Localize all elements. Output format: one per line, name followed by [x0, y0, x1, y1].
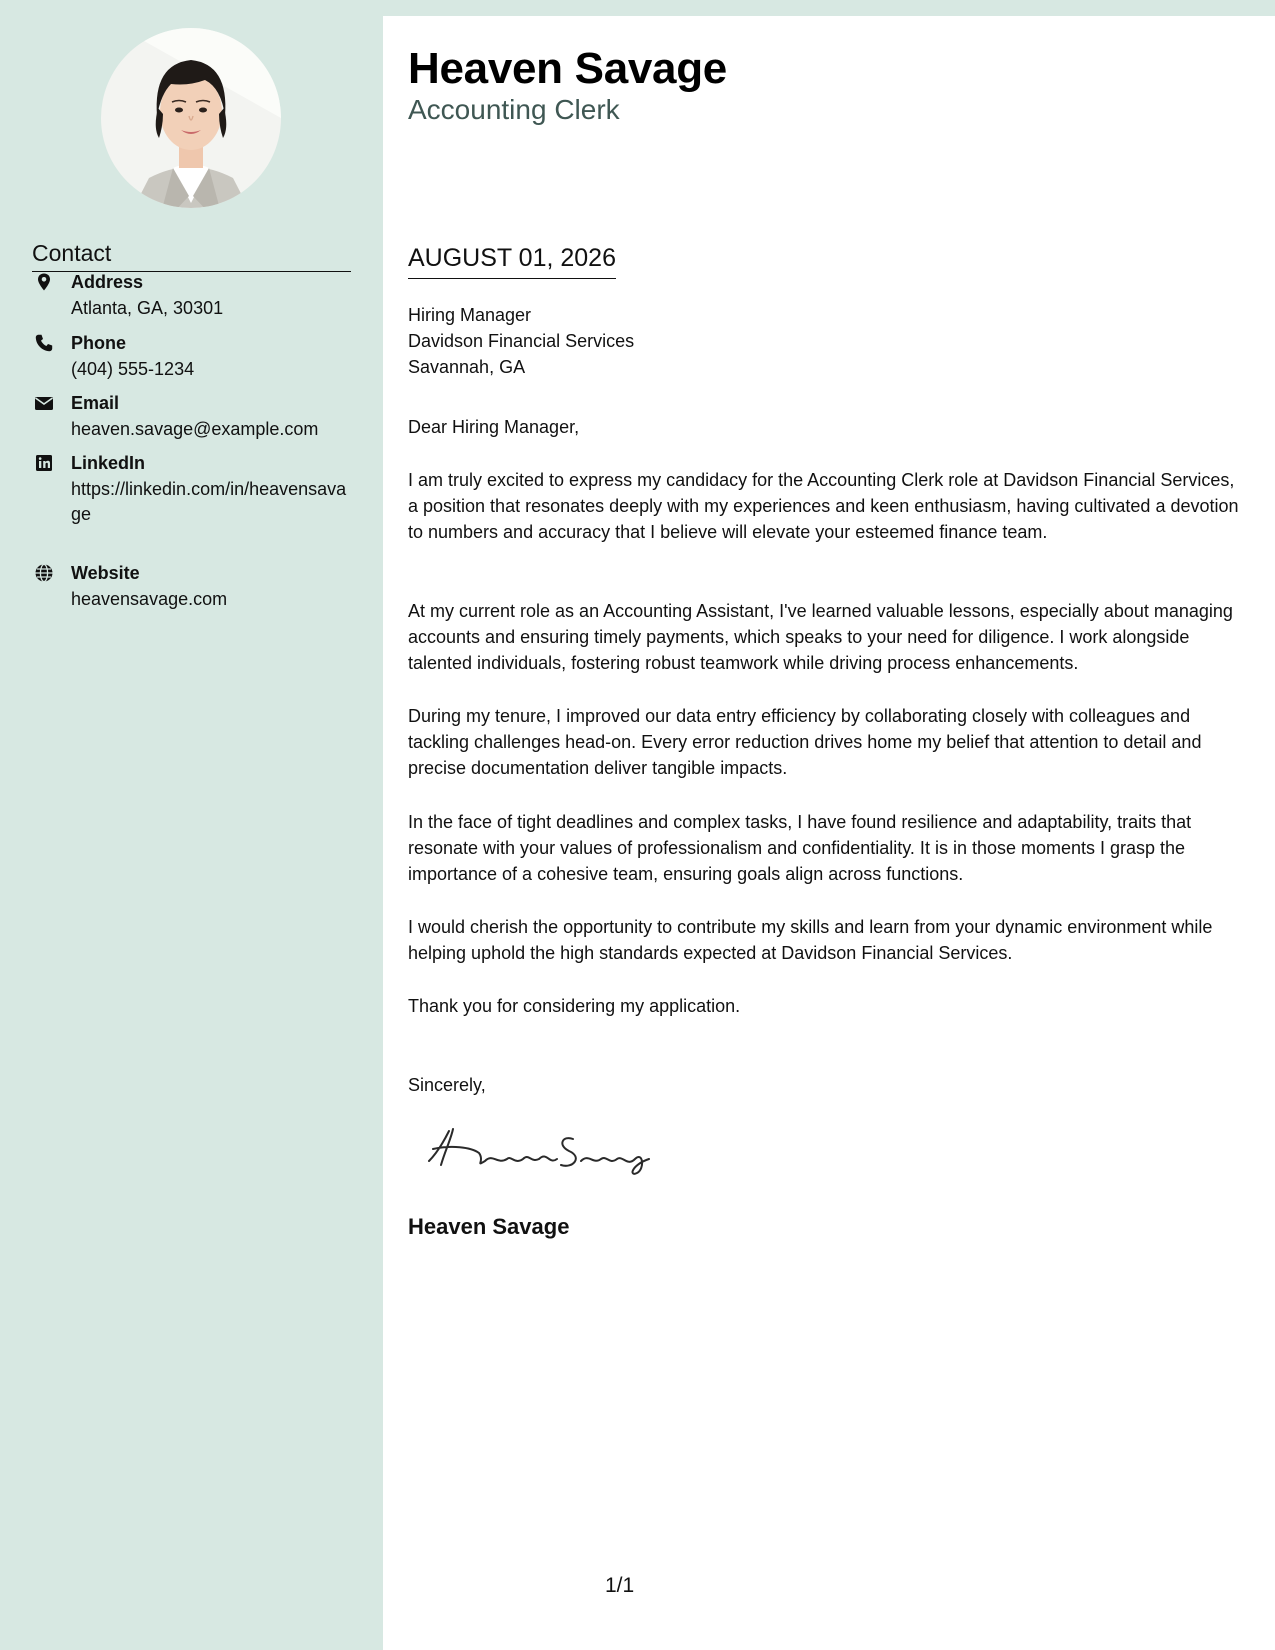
contact-label: LinkedIn: [71, 453, 146, 473]
page-number: 1/1: [605, 1574, 635, 1597]
phone-icon: [34, 333, 54, 353]
envelope-icon: [34, 393, 54, 413]
contact-value[interactable]: heavensavage.com: [71, 589, 228, 609]
contact-value: heaven.savage@example.com: [71, 419, 319, 439]
map-pin-icon: [34, 272, 54, 292]
handwritten-signature: [423, 1121, 663, 1186]
recipient-line: Savannah, GA: [408, 357, 526, 377]
sidebar: [0, 0, 383, 1650]
signer-name: Heaven Savage: [408, 1214, 570, 1239]
salutation: Dear Hiring Manager,: [408, 417, 580, 437]
globe-icon: [34, 563, 54, 583]
contact-label: Phone: [71, 333, 127, 353]
linkedin-icon: [34, 453, 54, 473]
recipient-block: [408, 302, 634, 380]
letter-paragraph: I am truly excited to express my candidacy for the Accounting Clerk role at Davidson Financial Services, a position that resonates deeply with my experiences and keen enthusiasm, having cultivated a devotion to numbers and accuracy that I believe will elevate your esteemed finance team.: [408, 470, 1239, 542]
recipient-line: Hiring Manager: [408, 305, 532, 325]
letter-date: AUGUST 01, 2026: [408, 244, 616, 279]
contact-label: Address: [71, 272, 144, 292]
letter-main: [383, 16, 1275, 1650]
contact-label: Website: [71, 563, 140, 583]
contact-label: Email: [71, 393, 120, 413]
letter-paragraph: In the face of tight deadlines and complex tasks, I have found resilience and adaptability, traits that resonate with your values of professionalism and confidentiality. It is in those moments I grasp the importance of a cohesive team, ensuring goals align across functions.: [408, 812, 1192, 884]
contact-heading: Contact: [32, 240, 351, 272]
letter-paragraph: Thank you for considering my application.: [408, 996, 741, 1016]
applicant-role: Accounting Clerk: [408, 94, 620, 125]
letter-paragraph: At my current role as an Accounting Assistant, I've learned valuable lessons, especially about managing accounts and ensuring timely payments, which speaks to your need for diligence. I work alongside talented individuals, fostering robust teamwork while driving process enhancements.: [408, 601, 1233, 673]
letter-paragraph: I would cherish the opportunity to contribute my skills and learn from your dynamic environment while helping uphold the high standards expected at Davidson Financial Services.: [408, 917, 1213, 963]
applicant-name: Heaven Savage: [408, 44, 727, 93]
recipient-line: Davidson Financial Services: [408, 331, 635, 351]
letter-paragraph: During my tenure, I improved our data entry efficiency by collaborating closely with colleagues and tackling challenges head-on. Every error reduction drives home my belief that attention to detail and precise documentation deliver tangible impacts.: [408, 706, 1202, 778]
contact-value[interactable]: https://linkedin.com/in/heavensavage: [71, 479, 347, 524]
closing: Sincerely,: [408, 1075, 486, 1095]
contact-value: (404) 555-1234: [71, 359, 195, 379]
contact-value: Atlanta, GA, 30301: [71, 298, 224, 318]
profile-photo: [101, 28, 281, 208]
